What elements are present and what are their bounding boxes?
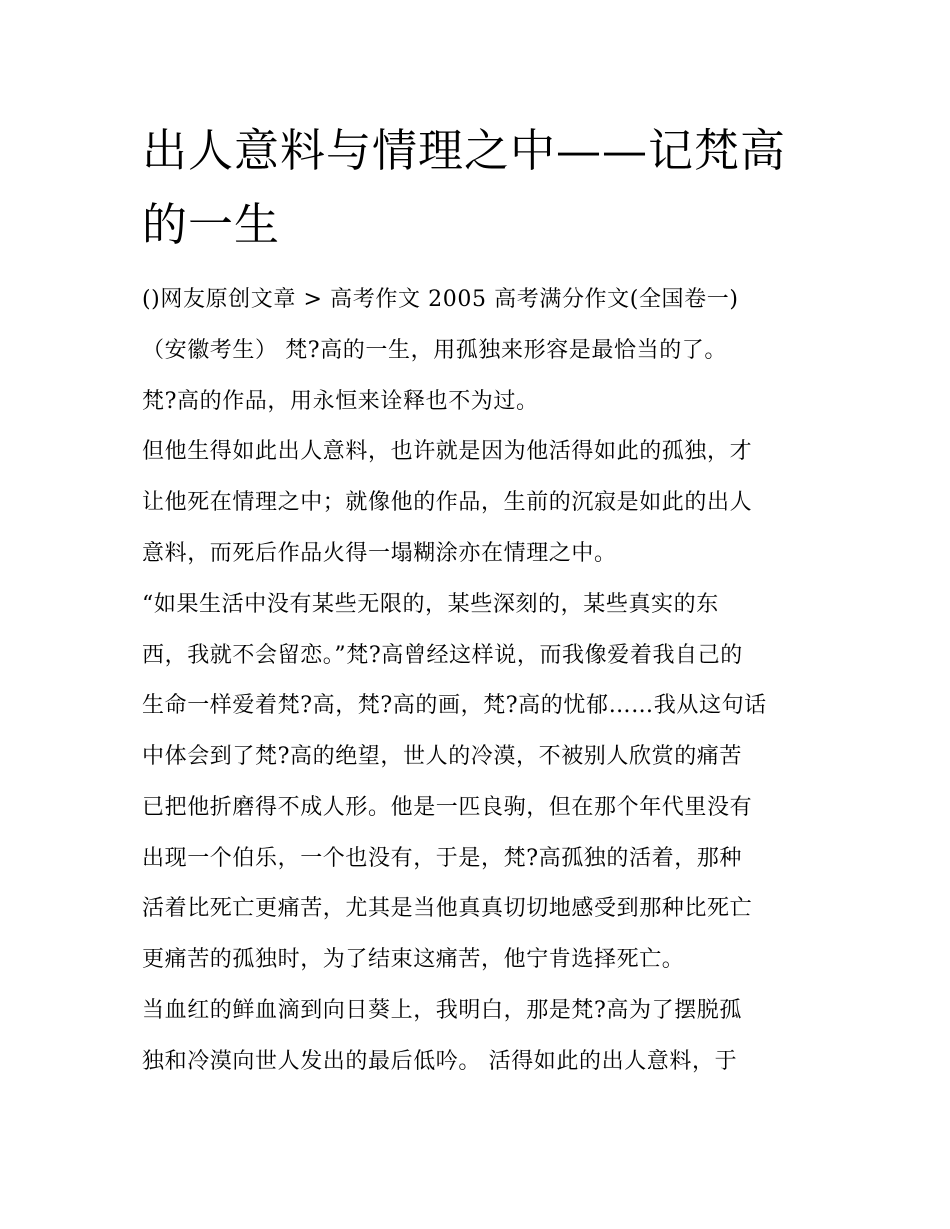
- text-line: 生命一样爱着梵?高，梵?高的画，梵?高的忧郁……我从这句话: [142, 693, 767, 718]
- text-line: 已把他折磨得不成人形。他是一匹良驹，但在那个年代里没有: [142, 795, 753, 820]
- text-line: 更痛苦的孤独时，为了结束这痛苦，他宁肯选择死亡。: [142, 947, 685, 972]
- text-line: 出现一个伯乐，一个也没有，于是，梵?高孤独的活着，那种: [142, 846, 742, 871]
- text-line: 意料，而死后作品火得一塌糊涂亦在情理之中。: [142, 541, 617, 566]
- text-line: 中体会到了梵?高的绝望，世人的冷漠，不被别人欣赏的痛苦: [142, 744, 742, 769]
- text-line: 西，我就不会留恋。”梵?高曾经这样说，而我像爱着我自己的: [142, 643, 743, 668]
- page-title: 出人意料与情理之中——记梵高的一生: [142, 124, 787, 251]
- text-line: 独和冷漠向世人发出的最后低吟。 活得如此的出人意料，于: [142, 1049, 738, 1074]
- text-line: 让他死在情理之中；就像他的作品，生前的沉寂是如此的出人: [142, 490, 753, 515]
- text-line: 活着比死亡更痛苦，尤其是当他真真切切地感受到那种比死亡: [142, 896, 753, 921]
- text-line: “如果生活中没有某些无限的，某些深刻的，某些真实的东: [142, 592, 719, 617]
- text-line: 但他生得如此出人意料，也许就是因为他活得如此的孤独，才: [142, 439, 753, 464]
- text-line: （安徽考生） 梵?高的一生，用孤独来形容是最恰当的了。: [142, 338, 727, 363]
- text-line: ()网友原创文章 > 高考作文 2005 高考满分作文(全国卷一): [142, 287, 739, 312]
- text-line: 当血红的鲜血滴到向日葵上，我明白，那是梵?高为了摆脱孤: [142, 998, 742, 1023]
- text-line: 梵?高的作品，用永恒来诠释也不为过。: [142, 389, 539, 414]
